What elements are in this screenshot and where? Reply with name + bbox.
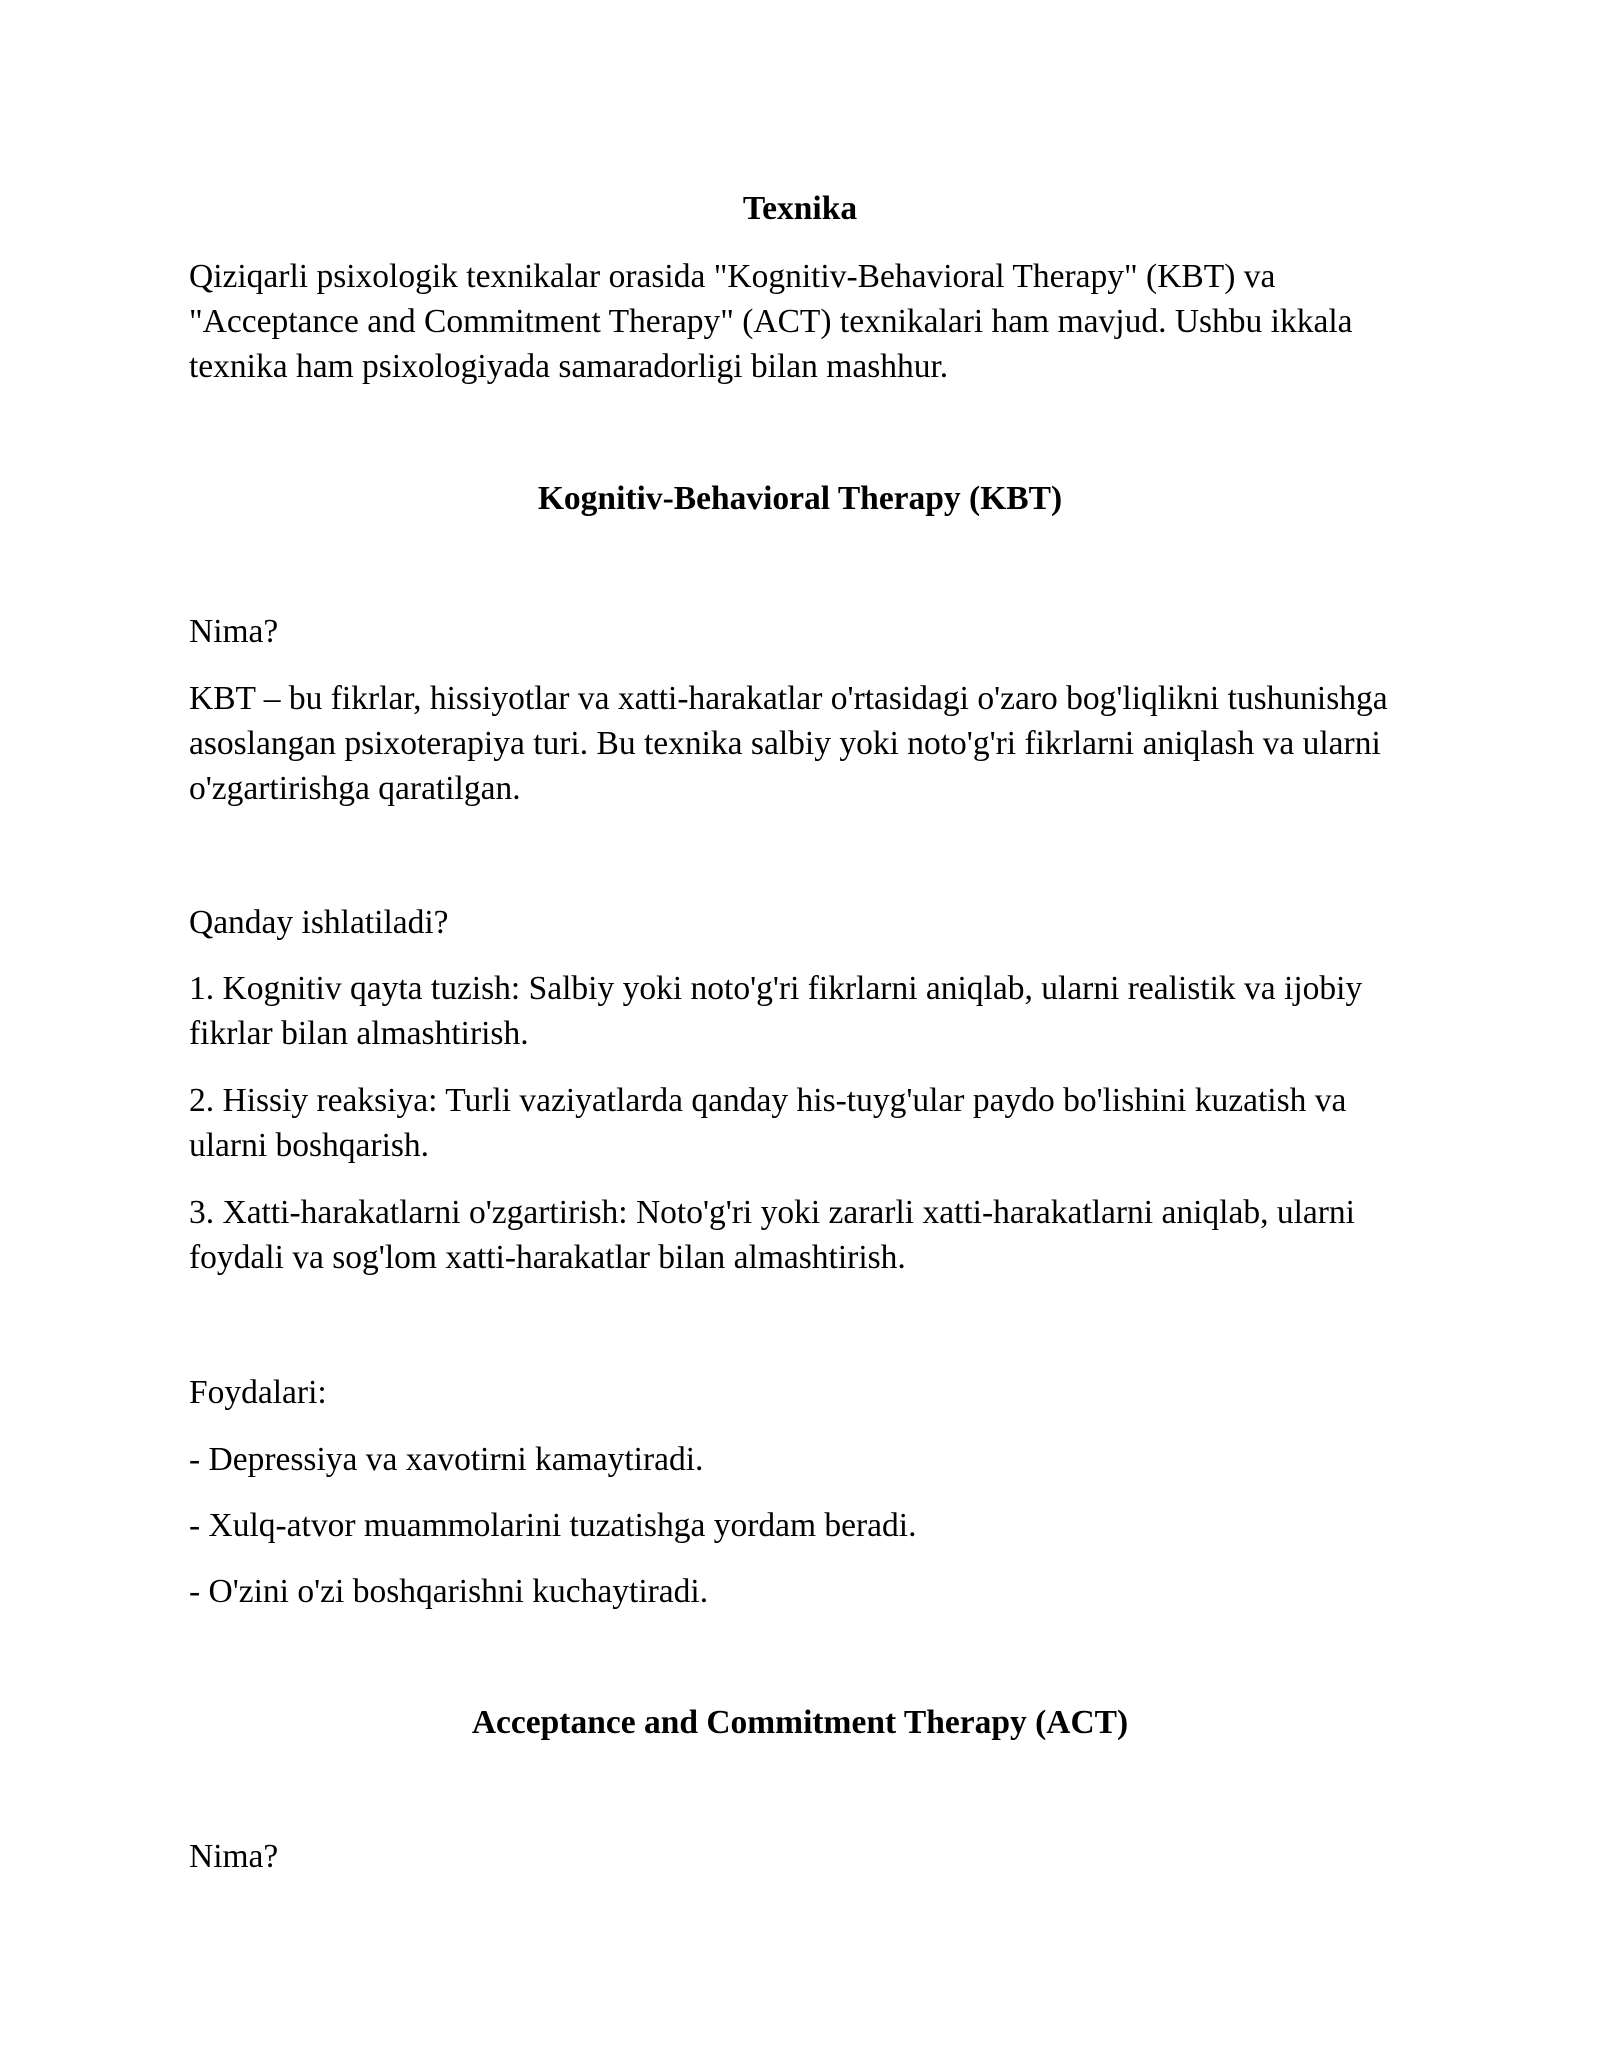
kbt-step-item: 1. Kognitiv qayta tuzish: Salbiy yoki noto'g'ri fikrlarni aniqlab, ularni realistik va ijobiy fikrlar bilan almashtirish. — [189, 970, 1363, 1052]
kbt-benefit-item: - Depressiya va xavotirni kamaytiradi. — [189, 1441, 704, 1478]
kbt-step-item: 3. Xatti-harakatlarni o'zgartirish: Noto'g'ri yoki zararli xatti-harakatlarni aniqlab, ularni foydali va sog'lom xatti-harakatlar bilan almashtirish. — [189, 1194, 1355, 1276]
kbt-step-item: 2. Hissiy reaksiya: Turli vaziyatlarda qanday his-tuyg'ular paydo bo'lishini kuzatish va ularni boshqarish. — [189, 1082, 1347, 1164]
page-title: Texnika — [742, 190, 858, 227]
kbt-what-label: Nima? — [189, 613, 279, 650]
kbt-benefit-item: - Xulq-atvor muammolarini tuzatishga yordam beradi. — [189, 1507, 917, 1544]
intro-paragraph: Qiziqarli psixologik texnikalar orasida "Kognitiv-Behavioral Therapy" (KBT) va "Acceptance and Commitment Therapy" (ACT) texnikalari ham mavjud. Ushbu ikkala texnika ham psixologiyada samaradorligi bilan mashhur. — [189, 258, 1353, 385]
act-what-label: Nima? — [189, 1838, 279, 1875]
act-heading: Acceptance and Commitment Therapy (ACT) — [471, 1704, 1129, 1741]
kbt-heading: Kognitiv-Behavioral Therapy (KBT) — [537, 480, 1063, 517]
kbt-benefit-item: - O'zini o'zi boshqarishni kuchaytiradi. — [189, 1573, 709, 1610]
kbt-how-label: Qanday ishlatiladi? — [189, 904, 449, 941]
kbt-benefits-label: Foydalari: — [189, 1374, 327, 1411]
kbt-what-paragraph: KBT – bu fikrlar, hissiyotlar va xatti-harakatlar o'rtasidagi o'zaro bog'liqlikni tushunishga asoslangan psixoterapiya turi. Bu texnika salbiy yoki noto'g'ri fikrlarni aniqlash va ularni o'zgartirishga qaratilgan. — [189, 680, 1388, 807]
